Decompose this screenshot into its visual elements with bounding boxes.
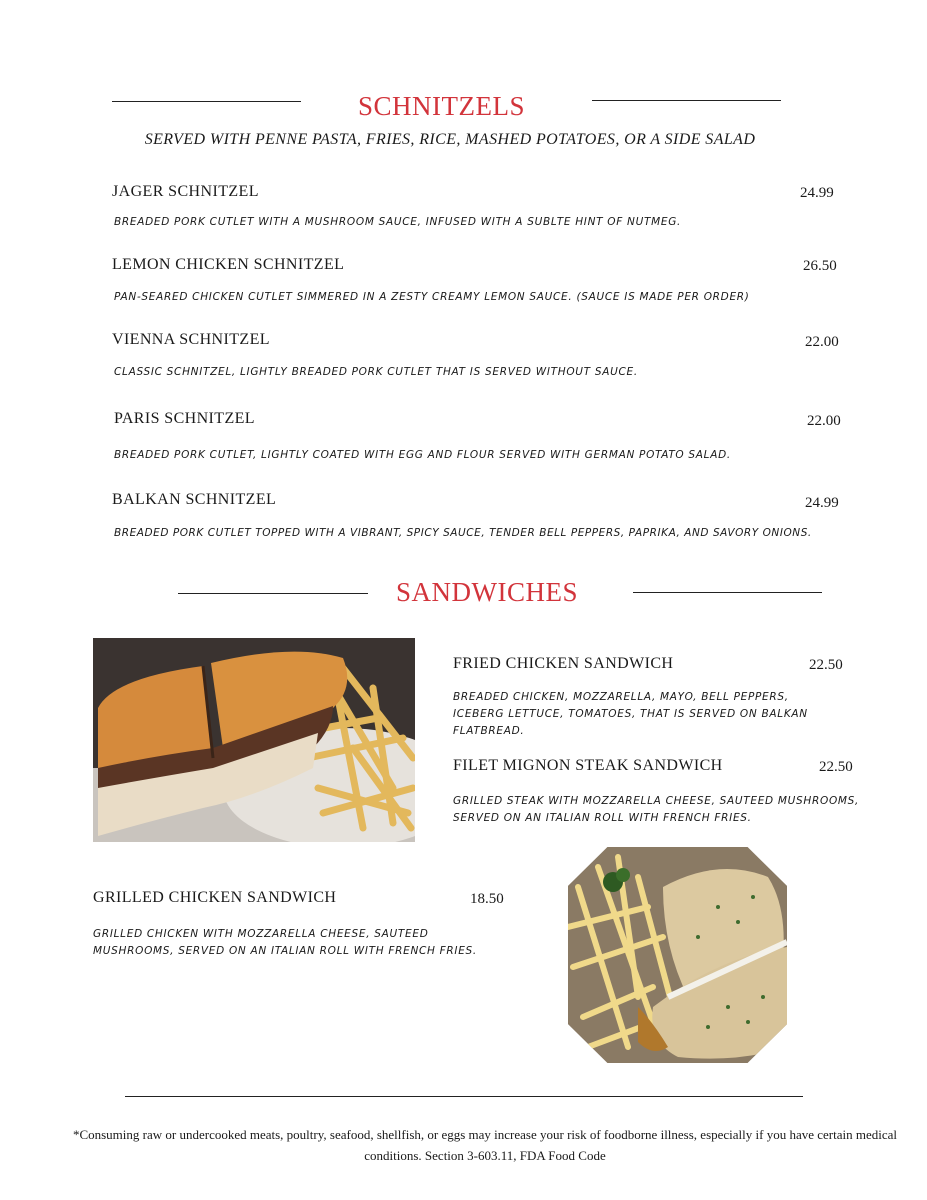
schnitzels-title: SCHNITZELS: [358, 91, 525, 121]
menu-item-name: FRIED CHICKEN SANDWICH: [453, 655, 674, 672]
menu-item-name: VIENNA SCHNITZEL: [112, 331, 270, 348]
schnitzels-rule-right: [592, 100, 781, 101]
menu-item-name: PARIS SCHNITZEL: [114, 410, 255, 427]
sandwiches-rule-right: [633, 592, 822, 593]
schnitzels-subtitle: SERVED WITH PENNE PASTA, FRIES, RICE, MASHED POTATOES, OR A SIDE SALAD: [144, 131, 756, 148]
menu-item-description: CLASSIC SCHNITZEL, LIGHTLY BREADED PORK CUTLET THAT IS SERVED WITHOUT SAUCE.: [114, 366, 638, 378]
allergy-footnote: *Consuming raw or undercooked meats, poultry, seafood, shellfish, or eggs may increase your risk of foodborne illness, especially if you have certain medical conditions. Section 3-603.11, FDA Food Code: [72, 1127, 898, 1163]
menu-item-description: PAN-SEARED CHICKEN CUTLET SIMMERED IN A ZESTY CREAMY LEMON SAUCE. (SAUCE IS MADE PER ORDER): [114, 291, 750, 303]
footer-rule: [125, 1096, 803, 1097]
menu-item-price: 22.50: [809, 657, 843, 673]
menu-item-price: 22.00: [805, 334, 839, 350]
menu-item-description: GRILLED STEAK WITH MOZZARELLA CHEESE, SAUTEED MUSHROOMS, SERVED ON AN ITALIAN ROLL WITH FRENCH FRIES.: [453, 795, 860, 824]
menu-item-description: BREADED PORK CUTLET TOPPED WITH A VIBRANT, SPICY SAUCE, TENDER BELL PEPPERS, PAPRIKA, AND SAVORY ONIONS.: [114, 527, 812, 539]
menu-item-price: 24.99: [805, 495, 839, 511]
sandwiches-rule-left: [178, 593, 368, 594]
menu-item-name: BALKAN SCHNITZEL: [112, 491, 277, 508]
flatbread-sandwich-photo: [568, 847, 787, 1063]
menu-item-name: GRILLED CHICKEN SANDWICH: [93, 889, 337, 906]
menu-item-price: 18.50: [470, 891, 504, 907]
menu-item-description: GRILLED CHICKEN WITH MOZZARELLA CHEESE, SAUTEED MUSHROOMS, SERVED ON AN ITALIAN ROLL WITH FRENCH FRIES.: [93, 928, 477, 957]
menu-item-name: FILET MIGNON STEAK SANDWICH: [453, 757, 723, 774]
steak-sandwich-photo: [93, 638, 415, 842]
schnitzels-rule-left: [112, 101, 301, 102]
menu-item-price: 22.50: [819, 759, 853, 775]
sandwiches-title: SANDWICHES: [396, 577, 579, 607]
menu-item-description: BREADED CHICKEN, MOZZARELLA, MAYO, BELL PEPPERS, ICEBERG LETTUCE, TOMATOES, THAT IS SERVED ON BALKAN FLATBREAD.: [453, 691, 808, 737]
menu-item-description: BREADED PORK CUTLET, LIGHTLY COATED WITH EGG AND FLOUR SERVED WITH GERMAN POTATO SALAD.: [114, 449, 731, 461]
menu-item-name: JAGER SCHNITZEL: [112, 183, 259, 200]
menu-item-name: LEMON CHICKEN SCHNITZEL: [112, 256, 345, 273]
menu-item-price: 24.99: [800, 185, 834, 201]
menu-item-price: 26.50: [803, 258, 837, 274]
menu-item-price: 22.00: [807, 413, 841, 429]
menu-item-description: BREADED PORK CUTLET WITH A MUSHROOM SAUCE, INFUSED WITH A SUBLTE HINT OF NUTMEG.: [114, 216, 682, 228]
